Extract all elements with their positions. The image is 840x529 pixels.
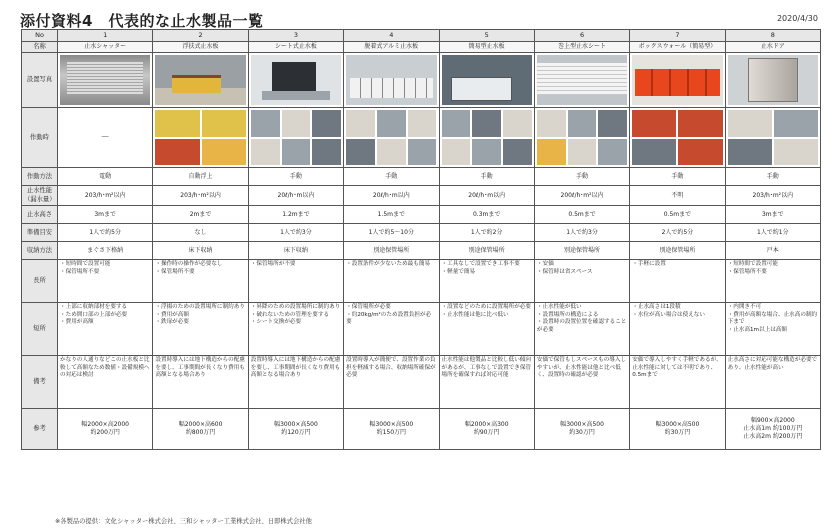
simple-barrier-sequence-image [442,110,532,165]
merit-text: ・手軽に設置 [630,260,725,303]
operation-value: 手動 [248,168,343,186]
storage-value: 床下収納 [153,242,248,260]
storage-value: 別途保管場所 [344,242,439,260]
spec-text: 幅900×高2000 止水高1m 約100万円 止水高2m 約200万円 [725,409,820,450]
merit-text: ・短時間で設置可能 ・保管場所不要 [725,260,820,303]
operation-value: 手動 [534,168,629,186]
product-table [21,29,821,450]
install-time-value: 1人で約3分 [534,224,629,242]
storage-value: 別途保管場所 [534,242,629,260]
no-image-text: － [100,132,110,143]
product-name: ボックスウォール（簡易型） [630,41,725,53]
product-name: 浮扶式止水板 [153,41,248,53]
row-label-height: 止水高さ [22,206,58,224]
spec-text: 幅3000×高500 約150万円 [344,409,439,450]
leakage-value: 200ℓ/h･m²以内 [534,186,629,206]
note-text: 設置時導入には地下構造からの配慮を要し、工事期間が長くなり費用も高額となる場合あり [248,356,343,409]
height-value: 3mまで [725,206,820,224]
storage-value: 別途保管場所 [630,242,725,260]
product-name: 止水シャッター [58,41,153,53]
operation-value: 手動 [439,168,534,186]
operation-value: 手動 [630,168,725,186]
note-text: 安価で導入しやすく手軽であるが、止水性能に対しては不明であり、0.5mまで [630,356,725,409]
no-row [22,30,821,42]
storage-row [22,242,821,260]
merit-text: ・安価 ・保管時は省スペース [534,260,629,303]
row-label-note: 備考 [22,356,58,409]
leakage-value: 203/h･m²以内 [58,186,153,206]
demerit-text: ・止水高さは1段積 ・水位が高い場合は使えない [630,303,725,356]
install-time-value: 1人で約3分 [248,224,343,242]
aluminum-barrier-sequence-image [346,110,436,165]
product-name: 簡易型止水板 [439,41,534,53]
box-wall-photo [632,55,722,105]
box-wall-sequence-image [632,110,722,165]
storage-value: 戸本 [725,242,820,260]
leakage-value: 不明 [630,186,725,206]
flood-door-photo [728,55,818,105]
row-label-no: No [22,30,58,42]
floating-barrier-photo [155,55,245,105]
name-row [22,41,821,53]
note-text: 止水高さに対応可能な構造が必要であり、止水性能が高い [725,356,820,409]
rollup-sheet-sequence-image [537,110,627,165]
leakage-value: 203/h･m²以内 [153,186,248,206]
row-label-name: 名称 [22,41,58,53]
install-time-row [22,224,821,242]
install-time-value: 1人で約5～10分 [344,224,439,242]
col-no: 6 [534,30,629,42]
product-name: 脱着式アルミ止水板 [344,41,439,53]
row-label-cost: 止水性能（漏水量） [22,186,58,206]
merit-text: ・設置条件が少ないため最も簡易 [344,260,439,303]
col-no: 8 [725,30,820,42]
merit-text: ・短時間で設置可能 ・保管場所不要 [58,260,153,303]
row-label-install-time: 準備目安 [22,224,58,242]
note-text: 安価で保管もしスペースもの導入しやすいが、止水性能は他と比べ低く、設置時の確認が必要 [534,356,629,409]
col-no: 5 [439,30,534,42]
merit-text: ・工具なしで設置でき工事不要 ・軽量で簡易 [439,260,534,303]
rollup-sheet-photo [537,55,627,105]
leakage-value: 20ℓ/h･m以内 [439,186,534,206]
spec-row [22,409,821,450]
install-time-value: 1人で約2分 [439,224,534,242]
install-time-value: なし [153,224,248,242]
height-value: 0.5mまで [630,206,725,224]
row-label-demerit: 短所 [22,303,58,356]
demerit-text: ・内開き不可 ・費用が高額な場合、止水高の制約下まで ・止水高1m以上は高額 [725,303,820,356]
demerit-text: ・昇降のための設置場所に制約あり ・破れないための管理を要する ・シート交換が必要 [248,303,343,356]
sheet-barrier-photo [251,55,341,105]
storage-value: まぐさ下格納 [58,242,153,260]
demerit-text: ・設置などのために設置場所が必要 ・止水性能は他に比べ低い [439,303,534,356]
height-value: 3mまで [58,206,153,224]
col-no: 4 [344,30,439,42]
photo-row [22,53,821,108]
col-no: 3 [248,30,343,42]
sheet-barrier-sequence-image [251,110,341,165]
row-label-spec: 参考 [22,409,58,450]
note-text: 止水性能は他製品と比較し低い傾向があるが、工事なしで設置でき保管場所を確保すれば対応可能 [439,356,534,409]
spec-text: 幅2000×高600 約800万円 [153,409,248,450]
merit-text: ・保管場所が不要 [248,260,343,303]
spec-text: 幅3000×高500 約30万円 [534,409,629,450]
operation-value: 自動浮上 [153,168,248,186]
flood-door-sequence-image [728,110,818,165]
shutter-photo [60,55,150,105]
install-time-value: 1人で約5分 [58,224,153,242]
spec-text: 幅2000×高2000 約200万円 [58,409,153,450]
row-label-merit: 長所 [22,260,58,303]
spec-text: 幅3000×高500 約30万円 [630,409,725,450]
note-text: 設置時導入には地下構造からの配慮を要し、工事期間が長くなり費用も高額となる場合あり [153,356,248,409]
operation-value: 電動 [58,168,153,186]
leakage-value: 203/h･m²以内 [725,186,820,206]
aluminum-barrier-photo [346,55,436,105]
operation-value: 手動 [344,168,439,186]
col-no: 7 [630,30,725,42]
storage-value: 別途保管場所 [439,242,534,260]
operation-row [22,168,821,186]
install-time-value: 2人で約5分 [630,224,725,242]
demerit-text: ・止水性能が低い ・設置場所の構造による ・設置時の設置位置を確認することが必要 [534,303,629,356]
footnote: ※各製品の提供：文化シャッター株式会社、三和シャッター工業株式会社、日即株式会社他 [55,518,312,525]
operation-image-row [22,108,821,168]
product-name: シート式止水板 [248,41,343,53]
document-date: 2020/4/30 [776,14,818,23]
merit-row [22,260,821,303]
demerit-text: ・浮揚のための設置場所に制約あり ・費用が高額 ・鉄扉が必要 [153,303,248,356]
leakage-value: 20ℓ/h･m以内 [344,186,439,206]
operation-value: 手動 [725,168,820,186]
note-row [22,356,821,409]
spec-text: 幅3000×高500 約120万円 [248,409,343,450]
note-text: かなりの人通りなどこの止水板と比較して高額なため数値・設備規模への対応は検討 [58,356,153,409]
merit-text: ・操作時の操作が必要なし ・保管場所不要 [153,260,248,303]
row-label-storage: 収納方法 [22,242,58,260]
storage-value: 床下収納 [248,242,343,260]
floating-barrier-diagram [155,110,245,165]
product-name: 止水ドア [725,41,820,53]
document-title: 添付資料4 代表的な止水製品一覧 [20,12,264,30]
note-text: 設置時導入が簡便で、設置作業の負担を軽減する場合、収納場所確保が必要 [344,356,439,409]
row-label-photo: 設置写真 [22,53,58,108]
install-time-value: 1人で約1分 [725,224,820,242]
col-no: 1 [58,30,153,42]
simple-barrier-photo [442,55,532,105]
leakage-value: 20ℓ/h･m以内 [248,186,343,206]
row-label-operation: 作動方法 [22,168,58,186]
cost-row [22,186,821,206]
demerit-row [22,303,821,356]
demerit-text: ・上部に収納部材を要する ・ため開口部の上部が必要 ・費用が高額 [58,303,153,356]
product-name: 巻上型止水シート [534,41,629,53]
height-value: 2mまで [153,206,248,224]
row-label-example: 作動時 [22,108,58,168]
height-value: 1.2mまで [248,206,343,224]
demerit-text: ・保管場所が必要 ・約20kg/m²のため設置負担が必要 [344,303,439,356]
height-value: 0.5mまで [534,206,629,224]
height-value: 1.5mまで [344,206,439,224]
spec-text: 幅2000×高300 約90万円 [439,409,534,450]
height-row [22,206,821,224]
height-value: 0.3mまで [439,206,534,224]
col-no: 2 [153,30,248,42]
